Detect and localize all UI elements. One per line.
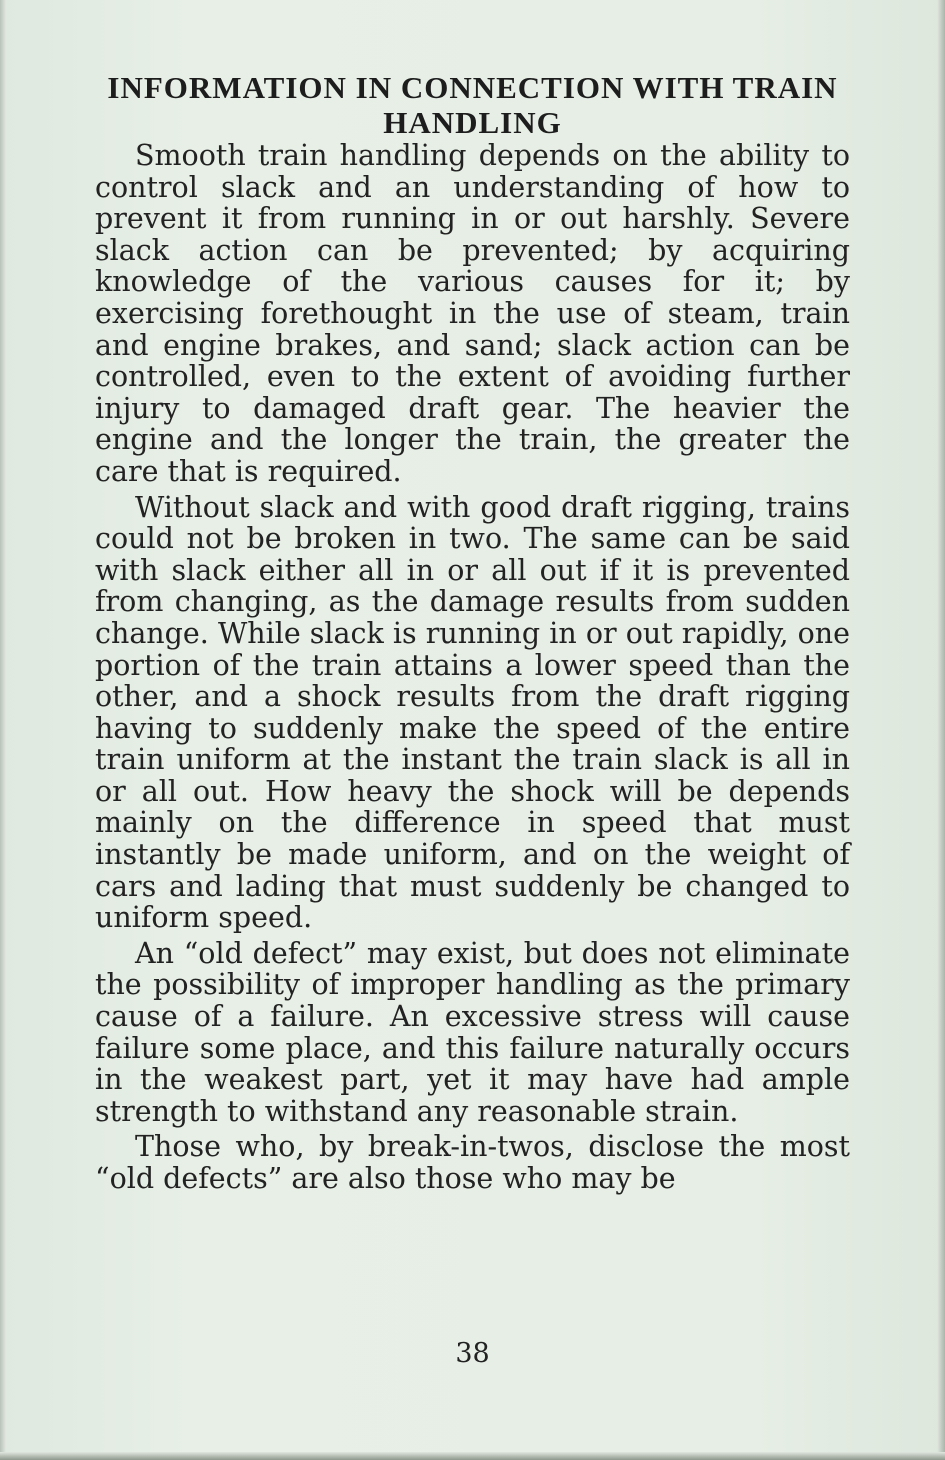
- paragraph-without-slack: Without slack and with good draft rigging, trains could not be broken in two. The same can be said with slack either all in or all out if it is prevented from changing, as the damage results from sudden change. While slack is running in or out rapidly, one portion of the train attains a lower speed than the other, and a shock results from the draft rigging having to suddenly make the speed of the entire train uniform at the instant the train slack is all in or all out. How heavy the shock will be depends mainly on the difference in speed that must instantly be made uniform, and on the weight of cars and lading that must suddenly be changed to uniform speed.: [95, 490, 850, 935]
- page-content: [95, 70, 850, 1199]
- page-number: 38: [455, 1338, 490, 1369]
- section-heading: INFORMATION IN CONNECTION WITH TRAIN HANDLING: [107, 70, 838, 140]
- paragraph-break-in-twos: Those who, by break-in-twos, disclose the most “old defects” are also those who may be: [95, 1130, 850, 1195]
- page-right-edge: [937, 0, 945, 1460]
- paragraph-old-defect: An “old defect” may exist, but does not eliminate the possibility of improper handling as the primary cause of a failure. An excessive stress will cause failure some place, and this failure naturally occurs in the weakest part, yet it may have had ample strength to withstand any reasonable strain.: [95, 936, 850, 1128]
- page-left-edge: [0, 0, 6, 1460]
- paragraph-smooth-handling: Smooth train handling depends on the ability to control slack and an understanding of how to prevent it from running in or out harshly. Severe slack action can be prevented; by acquiring knowledge of the various causes for it; by exercising forethought in the use of steam, train and engine brakes, and sand; slack action can be controlled, even to the extent of avoiding further injury to damaged draft gear. The heavier the engine and the longer the train, the greater the care that is required.: [95, 139, 850, 488]
- page-bottom-edge: [0, 1452, 945, 1460]
